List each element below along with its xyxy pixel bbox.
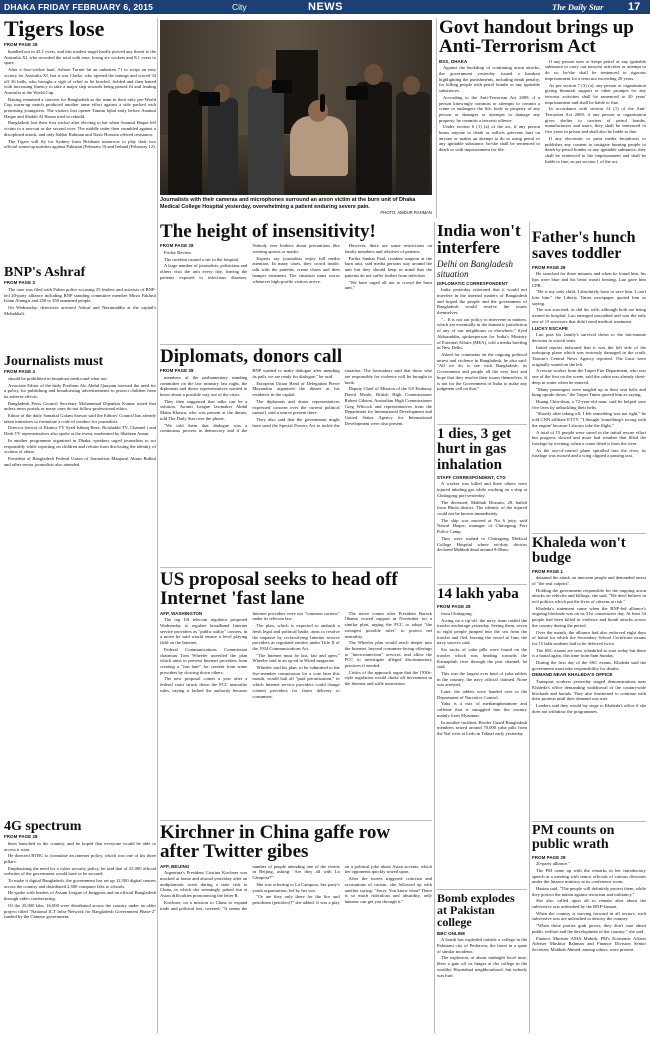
article-height-of-insensitivity: [160, 222, 432, 342]
news-photo: [160, 20, 432, 195]
section-title: NEWS: [308, 1, 343, 13]
article-journalists: [4, 355, 156, 818]
kicker: BBC ONLINE: [437, 930, 466, 936]
kicker: FROM PAGE 3: [4, 280, 36, 286]
kicker: STAFF CORRESPONDENT, CTG: [437, 474, 506, 480]
camera-icon: [198, 92, 220, 106]
article-body: The case was filed with Paltan police accusing 35 leaders and activists of BNP-led 20-party alliance including BNP standing committee member Mirza Fakhrul Islam Alamgir and 250 to 350 unnamed people. On Wednesday, detectives arrested Ashraf and Nazimuddin at the capital's Mohakhali.: [4, 286, 156, 316]
headline: Father's hunch saves toddler: [532, 230, 636, 263]
camera-icon: [346, 86, 368, 100]
headline: Khaleda won't budge: [532, 536, 626, 567]
page-header-bar: [0, 0, 650, 14]
article-body: India yesterday reiterated that it would not interfere in the internal matters of Bangladesh and hoped the people and the government of Bangladesh would resolve the issues themselves. "... It is not our policy to intervene in matters, which are essentially in the domestic jurisdiction of any of our neighbours or elsewhere," Syed Akbaruddin, spokesperson for India's Ministry of External Affairs (MEA), told a media briefing in New Delhi. Asked for comments on the ongoing political unrest and violence in Bangladesh, he also said: "All we do is see with Bangladesh, its Government and people all the very best and hope that they resolve their issues themselves. It is not for the Government of India to make any judgment call on that.": [437, 287, 527, 392]
article-us-internet-fast-lane: [160, 570, 432, 818]
headline: US proposal seeks to head off Internet 'fast lane: [160, 570, 398, 610]
article-body: BSS, DHAKA Against the backdrop of continuing arson attacks, the government yesterday issued a handout highlighting the punishments, including death penalty, for killing people with petrol bombs or any ignitable substances. According to the Anti-Terrorism Act 2009, if a person knowingly commits or attempts to commit a crime or endangers the life, body or property of any person or damages or attempts to damage any property, he commits a terrorist offence. Under section 6 (1) (a) of the act, if any person burns anyone to death or inflicts grievous hurt on anyone or makes an attempt to do so using petrol or any ignitable substance, he/she shall be sentenced to death or with imprisonment for life. If any person uses or keeps petrol or any ignitable substance to carry out terrorist activities or attempt to do so, he/she shall be sentenced to rigorous imprisonment for a term not exceeding 20 years. As per section 7 (3) (a), any person or organisation giving financial support or other prompts for any terrorist activities shall be sentenced to 20 years' imprisonment and shall be liable to fine. In accordance with section 14 (1) of the Anti-Terrorism Act 2009, if any person or organisation gives shelter to carriers of petrol bombs, manufacturers and users, they shall be sentenced to five years in prison and shall also be liable to fine. If any electronic or print media broadcasts or publishes any content to instigate burning people to death by petrol bombs or any ignitable substance, they shall be sentenced to life imprisonment and shall be liable to fine, as per section 1 of the act.: [439, 58, 646, 164]
article-pm-public-wrath: [532, 824, 646, 1033]
article-diplomats-donors: [160, 347, 432, 565]
photo-credit: PHOTO: AMDUR RAHMAN: [380, 210, 432, 215]
headline: Kirchner in China gaffe row after Twitter gibes: [160, 823, 391, 863]
article-fathers-hunch: [532, 230, 646, 530]
article-body: FROM PAGE 28 He searched for three minutes and when he found him, his lips were blue and his heart wasn't beating. Luo gave him CPR. "He is my only child, I absolutely have to save him. I can't lose him," the Liberty Times newspaper quoted him as saying. The son survived, as did his wife, although both are being treated in hospital. Luo emerged unscathed and was the only one of 15 survivors that didn't need medical treatment. LUCKY ESCAPE Luo puts his family's survival down to the last-minute decision to switch seats. Initial reports indicated that it was the left side of the turboprop plane which was seriously damaged in the crash, Taiwan's Central News Agency reported. The Luos were originally seated on the left. A rescue worker from the Taipei Fire Department, who was one of the first on the scene, said the cabin was already chest-deep in water when he entered. "Many passengers were tangled up in their seat belts and hung upside down," the Taipei Times quoted him as saying. Huang Chin-shun, a 72-year-old man, said he helped save five lives by unbuckling their belts. "Shortly after taking off, I felt something was not right," he told CNN affiliate ETTV. "I thought 'something's wrong with the engine' because I always take the flight." A total of 15 people were saved in the initial rescue effort but progress slowed and more bad weather that filled the fuselage by evening, when a crane lifted it from the river. As the out-of-control plane spiralled into the river, its fuselage was twisted and a wing clipped a passing taxi.: [532, 264, 646, 459]
headline: BNP's Ashraf: [4, 266, 86, 280]
dateline: DHAKA FRIDAY FEBRUARY 6, 2015: [4, 2, 154, 12]
article-body: from Chittagong. Acting on a tip-off, the navy team raided the trawler anchorage yesterday. Seeing them, seven to eight people jumped into the sea from the trawler and fled, leaving the vessel at 1am, the navy sources said. Six sacks of yaba pills were found on the trawler which was heading towards the Karnaphuli river through the port channel, he said. This was the largest ever haul of yaba tablets in the country, the navy official claimed. None was arrested. Later, the tablets were handed over to the Department of Narcotics Control. Yaba is a mix of methamphetamine and caffeine that is smuggled into the country mainly from Myanmar. In another incident, Border Guard Bangladesh members seized around 70,000 yaba pills from the Naf river at Ledo in Teknaf early yesterday.: [437, 610, 527, 736]
person-figure: [396, 92, 430, 195]
kicker: FROM PAGE 28: [4, 42, 38, 48]
headline: Bomb explodes at Pakistan college: [437, 892, 515, 930]
article-kirchner-china-gaffe: [160, 823, 432, 1033]
article-body: AFP, WASHINGTON The top US telecom regulator proposed Wednesday to regulate broadband Internet service providers as "public utility" carriers, in a move he said would ensure a level playing field on the Internet. Federal Communications Commission chairman Tom Wheeler unveiled the plan which aims to prevent Internet providers from creating a "fast lane" for content from some providers by slowing down others. The new proposal comes a year after a federal court struck down the FCC neutrality rules, saying it lacked the authority because Internet providers were not "common carriers" under its telecom law. The plan, which is expected to ambush a fresh legal and political battle, aims to resolve the impasse by reclassifying Internet service providers as regulated entities under Title II of the 1934 Communications Act. "The Internet must be fast, fair and open," Wheeler said in an op-ed in Wired magazine. Wheeler said his plan, to be submitted to the five-member commission for a vote later this month, would halt all "paid prioritization," in which Internet service providers could charge content providers for faster delivery to consumers. The move comes after President Barack Obama voiced support in November for a similar plan, urging the FCC to adopt "the strongest possible rules" to protect net neutrality. The Wheeler plan would reach deeper into the Internet, beyond consumer-facing offerings to "interconnection" services, and allow the FCC to investigate alleged discriminatory practices if needed. Critics of the approach argue that the 1930s-style regulation would choke off investment in the Internet and stifle innovation.: [160, 610, 432, 699]
article-bnp-ashraf: [4, 266, 156, 353]
photo-caption: Journalists with their cameras and microphones surround an arson victim at the burn unit of Dhaka Medical College Hospital yesterday, overwhelming a patient enduring severe pain.: [160, 197, 416, 210]
article-body: FROM PAGE 1 detained the attack on innocent people and demanded arrest of "the real culprits". Holding the government responsible for the ongoing arson attacks on vehicles and killings, she said, "We don't believe in evil politics which put the lives of citizens at risk." Khaleda's statement came when the BNP-led alliance's ongoing blockade was on its 31st consecutive day. At least 54 people had been killed in violence and bomb attacks across the country during the period. Over the month, the alliance had also enforced eight days of hartal for which the Secondary School Certificate exams for 15 lakh students had to be deferred twice. The SSC exams are now scheduled to start today but there is a hartal again, this time from 6am Sunday. During the first day of the SSC exams, Khaleda said the government must take responsibility for deaths. DEMAND NEAR KHALEDA'S OFFICE Transport workers yesterday staged demonstrations near Khaleda's office demanding withdrawal of the countrywide blockade and hartals. They also threatened to continue with their protests until their demand was met. Leaders said they would lay siege to Khaleda's office if she does not withdraw the programmes.: [532, 568, 646, 714]
section-name: City: [232, 2, 247, 12]
article-body: FROM PAGE 28 20-party alliance." The PM came up with the remarks in her introductory speech at a meeting with senior officials of various divisions under the finance ministry at its conference room. Hasina said, "The people will definitely protect them, while they protect the nation against terrorism and militancy." She also called upon all to remain alert about the subversive acts unleashed by the BNP-Jamaat. When the country is moving forward in all sectors, such subversive acts are unleashed to destroy the country. "When these parties grab power, they don't care about public welfare and the development of the country," she said. Finance Minister AMA Muhith, PM's Economic Affairs Adviser Mashiur Rahman and Finance Division Senior Secretary Mahbub Ahmed, among others, were present.: [532, 854, 646, 952]
camera-icon: [272, 80, 292, 93]
subheadline: Delhi on Bangladesh situation: [437, 258, 513, 279]
article-body: AFP, BEIJING Argentina's President Cristina Kirchner was mocked at home and abroad yesterday after an undiplomatic tweet during a state visit to China, in which she seemingly poked fun at Asian difficulties pronouncing the letter R. Kirchner, on a mission to China to expand trade and political ties, tweeted: "It seems the number of people attending one of the events in Beijing, asking: 'Are they all with La Cámpora?'" She was referring to La Campora, her party's youth organisation, led by her son. "Or are they only there for the lice and petroleum (petroleo)?" she added. It was a play on a political joke about Asian accents, which her opponents quickly seized upon. After the tweets triggered criticism and accusations of racism, she followed up with another saying: "Sorry. You know what? There is so much ridiculous and absurdity, only humour can get you through it.": [160, 863, 432, 911]
headline: Govt handout brings up Anti-Terrorism Act: [439, 18, 634, 58]
patient-figure: [290, 116, 348, 176]
kicker: FROM PAGE 28: [437, 604, 471, 610]
headline: PM counts on public wrath: [532, 824, 615, 853]
article-pakistan-college-bomb: [437, 892, 527, 1033]
newspaper-name: The Daily Star: [552, 2, 604, 12]
kicker: DIPLOMATIC CORRESPONDENT: [437, 280, 508, 286]
article-body: bundled out in 43.1 overs, and this modest target hardly proved any threat to the Australia XI, who recorded the total with ease, losing six wickets and 8.1 overs to spare. After a four-wicket haul, Ashton Turner hit an unbeaten 71 to script an easy victory for Australia XI, but it was Clarke, who opened the innings and scored 34 off 36 balls, who brought a sigh of relief as he bowled, fielded and then batted with increasing fluency to take a major step towards being passed fit and leading Australia at the World Cup. Batting remained a concern for Bangladesh as the team in their only pre-World Cup warm-up match produced another tame effort against a side packed with promising youngsters. The visitors lost opener Tamim Iqbal early before Anamul Haque and Shakib Al Hasan tried to rebuild. Bangladesh lost their first wicket after electing to bat when Anamul Haque fell victim to a run-out as the second over. The middle order then crumbled against a disciplined attack, and only Sabbir Rahman and Nasir Hossain offered resistance. The Tigers will fly for Sydney from Brisbane tomorrow to play their two official warm-up matches against Pakistan (February 9) and Ireland (February 12).: [4, 49, 156, 150]
article-body: FROM PAGE 28 members of the parliamentary standing committee on the law ministry last night, the diplomats and donor representatives wanted to know about a possible way out of the crisis. They then suggested that talks can be a solution, Awami League lawmaker Abdul Matin Khasru, who was present at the dinner, told The Daily Star over the phone. "We told them that dialogue was a continuous process in democracy and if the BNP wanted to make dialogue after mending its path, we are ready for dialogue," he said. European Union Head of Delegation Pierre Mayaudon organised the dinner at his residence in the capital. The diplomats and donor representatives expressed concern over the current political turmoil, said a source present there. They also said that the government might have used the Special Powers Act to tackle the situation. The lawmakers said that those who are responsible for violence will be brought to book. Deputy Chief of Mission of the US Embassy David Meale, British High Commissioner Robert Gibson, Australian High Commissioner Greg Wilcock and representatives from the Department for International Development and United States Agency for International Development were also present.: [160, 368, 432, 434]
article-tigers: [4, 18, 156, 264]
article-khaleda-wont-budge: [532, 536, 646, 819]
person-figure: [168, 90, 202, 195]
article-body: A bomb has exploded outside a college in the Pakistani city of Peshawar, the latest in a spate of similar incidents. The explosion, at about midnight local time, blew a gate off its hinges at the college in the wealthy Hayatabad neighbourhood, but nobody was hurt.: [437, 937, 527, 978]
article-body: been launched in the country, and he hoped that everyone would be able to access it soon. He directed BTRC to formulate an internet policy, which was one of his three pillars. Emphasising the need for a cyber security policy, he said that of 25,000 official websites of the government would have to be secured. To make it digital Bangladesh, the government has set up 12,500 digital centres across the country and distributed 2,500 computer labs to schools. He spoke with leaders of Assam League of Jungpons and an official Bangladesh through video conferencing. Of the 25,000 labs, 16,000 were distributed across the country under an older project titled "National ICT Infra-Network for Bangladesh Government Phase-2" funded by the Chinese government.: [4, 840, 156, 920]
headline: Diplomats, donors call: [160, 347, 343, 367]
article-govt-handout: [439, 18, 646, 228]
headline: 14 lakh yaba: [437, 587, 519, 602]
kicker: FROM PAGE 4: [4, 369, 36, 375]
headline: Tigers lose: [4, 18, 105, 41]
headline: 1 dies, 3 get hurt in gas inhalation: [437, 427, 512, 473]
person-figure: [208, 98, 238, 195]
headline: The height of insensitivity!: [160, 222, 376, 242]
person-figure: [248, 86, 284, 195]
headline: Journalists must: [4, 355, 104, 369]
article-body: FROM PAGE 28 Friday Review. The incident caused a stir in the hospital. A large number of journalists, politicians and others visit the unit every day, leaving the patients exposed to infectious diseases. Nobody ever bothers about precautions like wearing aprons or masks. Experts say journalists enjoy full media attention. In many cases, they crowd inside, talk with the patients, create chaos and then hamper treatment. The situation turns worse whenever high-profile visitors arrive. However, there are some restrictions on family members and relatives of patients. Partha Sankar Paul, resident surgeon at the burn unit, said media persons stay around the unit but they should keep in mind that the patients do not suffer further from infection. "We have urged all not to crowd the burn unit.": [160, 243, 432, 291]
headline: India won't interfere: [437, 222, 521, 258]
article-4g-spectrum: [4, 820, 156, 1032]
article-body: should be prohibited in broadcast media and what not. Associate Editor of the daily Prothom Alo Abdul Quayum stressed the need for a policy for publishing and broadcasting advertisements to protect children from its adverse effects. Bangladesh Press Council Secretary Mohammad Dipankar Kumar noted that unless news portals or many ones do not follow professional ethics. Editor of the daily Samakal Golam Sarwar said the Editors' Council has already taken initiatives to formulate a code of conduct for journalists. Director (news) of Ekattor TV Syed Ishtiaq Reza, Boishakhi TV, Channel i and Desh TV representatives also spoke at the event, moderated by Shaheen Anam. In another programme organised in Dhaka, speakers urged journalists to act responsibly while reporting on children and refrain from disclosing the identity of victims of abuse. President of Bangladesh Federal Union of Journalists Manjurul Ahsan Bulbul and other senior journalists also attended.: [4, 375, 156, 467]
article-india-wont-interfere: [437, 222, 527, 422]
article-gas-inhalation: [437, 427, 527, 582]
headline: 4G spectrum: [4, 820, 82, 834]
article-body: A worker was killed and three others were injured inhaling gas while working on a ship at Chittagong port yesterday. The deceased, Mahbub Hossain, 28, hailed from Bhola district. The identity of the injured could not be known immediately. The ship was moored at No 6 jetty, said Nasrul Haque, manager of Chittagong Port Police Camp. They were rushed to Chittagong Medical College Hospital where on-duty doctors declared Mahbub dead around 9:00am.: [437, 481, 527, 553]
kicker: FROM PAGE 28: [4, 834, 38, 840]
article-14-lakh-yaba: [437, 587, 527, 887]
microphone-icon: [320, 94, 325, 112]
page-number: 17: [628, 1, 641, 13]
